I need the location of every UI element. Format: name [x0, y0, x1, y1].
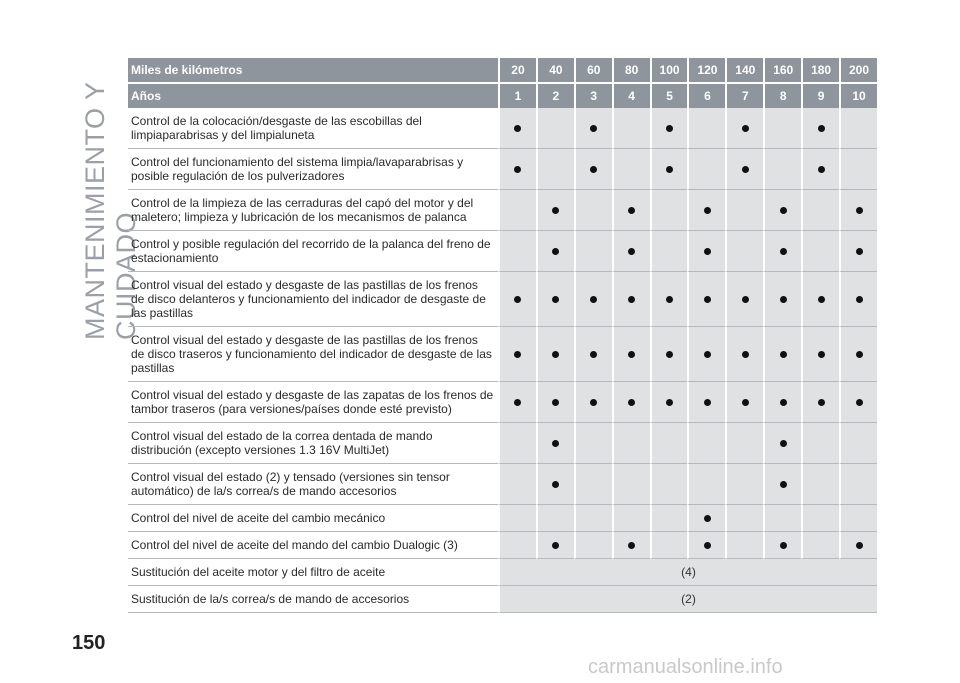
interval-cell	[801, 532, 839, 559]
check-dot-icon	[780, 440, 787, 447]
interval-cell	[839, 532, 877, 559]
interval-cell	[574, 382, 612, 423]
interval-cell	[612, 149, 650, 190]
interval-cell	[536, 532, 574, 559]
row-description: Control visual del estado (2) y tensado (versiones sin tensor automático) de la/s correa/s de mando accesorios	[128, 464, 498, 505]
check-dot-icon	[628, 296, 635, 303]
check-dot-icon	[628, 351, 635, 358]
interval-cell	[498, 149, 536, 190]
interval-cell	[763, 231, 801, 272]
interval-cell	[725, 272, 763, 327]
interval-note: (2)	[498, 586, 877, 613]
interval-cell	[839, 149, 877, 190]
interval-cell	[650, 108, 688, 149]
interval-cell	[763, 327, 801, 382]
interval-cell	[498, 108, 536, 149]
interval-cell	[763, 190, 801, 231]
interval-note: (4)	[498, 559, 877, 586]
row-description: Control visual del estado y desgaste de las pastillas de los frenos de disco delanteros y funcionamiento del indicador de desgaste de las pastillas	[128, 272, 498, 327]
interval-cell	[687, 272, 725, 327]
interval-cell	[687, 327, 725, 382]
table-row	[128, 327, 877, 382]
interval-cell	[574, 532, 612, 559]
check-dot-icon	[780, 481, 787, 488]
interval-cell	[725, 108, 763, 149]
interval-cell	[498, 327, 536, 382]
interval-cell	[650, 532, 688, 559]
interval-cell	[536, 505, 574, 532]
check-dot-icon	[552, 351, 559, 358]
interval-cell	[536, 149, 574, 190]
interval-cell	[536, 190, 574, 231]
header-year-value: 2	[536, 84, 574, 108]
check-dot-icon	[666, 296, 673, 303]
check-dot-icon	[590, 166, 597, 173]
header-km-value: 60	[574, 58, 612, 84]
row-description: Control visual del estado de la correa dentada de mando distribución (excepto versiones 1.3 16V MultiJet)	[128, 423, 498, 464]
interval-cell	[574, 423, 612, 464]
row-description: Control del nivel de aceite del mando del cambio Dualogic (3)	[128, 532, 498, 559]
check-dot-icon	[552, 542, 559, 549]
interval-cell	[498, 190, 536, 231]
interval-cell	[612, 532, 650, 559]
check-dot-icon	[590, 399, 597, 406]
check-dot-icon	[590, 351, 597, 358]
table-row	[128, 272, 877, 327]
page-number: 150	[72, 632, 106, 654]
interval-cell	[498, 505, 536, 532]
check-dot-icon	[742, 296, 749, 303]
interval-cell	[763, 149, 801, 190]
check-dot-icon	[590, 296, 597, 303]
interval-cell	[612, 423, 650, 464]
check-dot-icon	[818, 125, 825, 132]
check-dot-icon	[704, 296, 711, 303]
check-dot-icon	[552, 207, 559, 214]
interval-cell	[498, 532, 536, 559]
interval-cell	[498, 272, 536, 327]
interval-cell	[725, 423, 763, 464]
check-dot-icon	[704, 542, 711, 549]
check-dot-icon	[704, 351, 711, 358]
check-dot-icon	[742, 166, 749, 173]
header-km-value: 160	[763, 58, 801, 84]
interval-cell	[536, 423, 574, 464]
check-dot-icon	[704, 248, 711, 255]
header-year-value: 8	[763, 84, 801, 108]
interval-cell	[801, 464, 839, 505]
interval-cell	[763, 505, 801, 532]
interval-cell	[763, 464, 801, 505]
interval-cell	[687, 108, 725, 149]
header-year-value: 1	[498, 84, 536, 108]
check-dot-icon	[628, 207, 635, 214]
interval-cell	[801, 272, 839, 327]
interval-cell	[763, 272, 801, 327]
check-dot-icon	[666, 399, 673, 406]
interval-cell	[612, 272, 650, 327]
check-dot-icon	[704, 207, 711, 214]
interval-cell	[687, 532, 725, 559]
interval-cell	[687, 231, 725, 272]
interval-cell	[839, 505, 877, 532]
watermark: carmanualsonline.info	[588, 656, 783, 678]
check-dot-icon	[780, 542, 787, 549]
interval-cell	[574, 149, 612, 190]
table-row	[128, 532, 877, 559]
table-row	[128, 108, 877, 149]
interval-cell	[801, 505, 839, 532]
interval-cell	[801, 327, 839, 382]
check-dot-icon	[704, 399, 711, 406]
interval-cell	[687, 382, 725, 423]
check-dot-icon	[856, 248, 863, 255]
interval-cell	[801, 149, 839, 190]
row-description: Sustitución del aceite motor y del filtro de aceite	[128, 559, 498, 586]
check-dot-icon	[856, 542, 863, 549]
interval-cell	[536, 108, 574, 149]
interval-cell	[536, 464, 574, 505]
interval-cell	[612, 231, 650, 272]
interval-cell	[574, 327, 612, 382]
interval-cell	[612, 382, 650, 423]
interval-cell	[687, 190, 725, 231]
check-dot-icon	[552, 248, 559, 255]
check-dot-icon	[856, 399, 863, 406]
interval-cell	[801, 108, 839, 149]
check-dot-icon	[628, 248, 635, 255]
check-dot-icon	[552, 399, 559, 406]
table-row	[128, 231, 877, 272]
interval-cell	[574, 505, 612, 532]
interval-cell	[498, 464, 536, 505]
check-dot-icon	[514, 166, 521, 173]
interval-cell	[650, 505, 688, 532]
interval-cell	[801, 423, 839, 464]
header-years-label: Años	[128, 84, 498, 108]
interval-cell	[687, 423, 725, 464]
table-row	[128, 382, 877, 423]
row-description: Control de la colocación/desgaste de las escobillas del limpiaparabrisas y del limpialuneta	[128, 108, 498, 149]
row-description: Control visual del estado y desgaste de las zapatas de los frenos de tambor traseros (para versiones/países donde esté previsto)	[128, 382, 498, 423]
interval-cell	[498, 382, 536, 423]
interval-cell	[839, 272, 877, 327]
interval-cell	[650, 464, 688, 505]
check-dot-icon	[780, 399, 787, 406]
interval-cell	[574, 231, 612, 272]
interval-cell	[725, 190, 763, 231]
interval-cell	[612, 108, 650, 149]
table-row	[128, 505, 877, 532]
interval-cell	[536, 327, 574, 382]
interval-cell	[650, 327, 688, 382]
check-dot-icon	[856, 207, 863, 214]
header-km-value: 120	[687, 58, 725, 84]
table-row	[128, 464, 877, 505]
check-dot-icon	[818, 399, 825, 406]
check-dot-icon	[818, 351, 825, 358]
check-dot-icon	[704, 515, 711, 522]
header-year-value: 9	[801, 84, 839, 108]
header-year-value: 3	[574, 84, 612, 108]
interval-cell	[801, 190, 839, 231]
check-dot-icon	[780, 248, 787, 255]
interval-cell	[536, 231, 574, 272]
table-row	[128, 559, 877, 586]
interval-cell	[650, 382, 688, 423]
interval-cell	[498, 423, 536, 464]
interval-cell	[687, 149, 725, 190]
interval-cell	[612, 190, 650, 231]
interval-cell	[574, 272, 612, 327]
header-year-value: 7	[725, 84, 763, 108]
interval-cell	[612, 505, 650, 532]
check-dot-icon	[514, 399, 521, 406]
interval-cell	[650, 272, 688, 327]
section-title: MANTENIMIENTO Y CUIDADO	[80, 81, 141, 340]
interval-cell	[725, 327, 763, 382]
check-dot-icon	[666, 351, 673, 358]
interval-cell	[725, 231, 763, 272]
interval-cell	[574, 464, 612, 505]
check-dot-icon	[856, 351, 863, 358]
header-year-value: 10	[839, 84, 877, 108]
interval-cell	[725, 149, 763, 190]
interval-cell	[650, 149, 688, 190]
header-km-value: 140	[725, 58, 763, 84]
interval-cell	[839, 327, 877, 382]
interval-cell	[839, 108, 877, 149]
interval-cell	[763, 532, 801, 559]
interval-cell	[725, 464, 763, 505]
check-dot-icon	[552, 440, 559, 447]
header-year-value: 4	[612, 84, 650, 108]
interval-cell	[612, 464, 650, 505]
interval-cell	[763, 108, 801, 149]
header-year-value: 6	[687, 84, 725, 108]
interval-cell	[650, 423, 688, 464]
check-dot-icon	[666, 125, 673, 132]
check-dot-icon	[818, 296, 825, 303]
interval-cell	[498, 231, 536, 272]
header-km-label: Miles de kilómetros	[128, 58, 498, 84]
header-km-value: 80	[612, 58, 650, 84]
interval-cell	[839, 423, 877, 464]
check-dot-icon	[628, 542, 635, 549]
interval-cell	[536, 382, 574, 423]
row-description: Sustitución de la/s correa/s de mando de accesorios	[128, 586, 498, 613]
interval-cell	[763, 423, 801, 464]
interval-cell	[763, 382, 801, 423]
interval-cell	[536, 272, 574, 327]
maintenance-table	[128, 58, 877, 613]
check-dot-icon	[780, 207, 787, 214]
interval-cell	[574, 108, 612, 149]
header-km-value: 200	[839, 58, 877, 84]
interval-cell	[650, 190, 688, 231]
row-description: Control y posible regulación del recorrido de la palanca del freno de estacionamiento	[128, 231, 498, 272]
check-dot-icon	[856, 296, 863, 303]
row-description: Control visual del estado y desgaste de las pastillas de los frenos de disco traseros y funcionamiento del indicador de desgaste de las pastillas	[128, 327, 498, 382]
interval-cell	[612, 327, 650, 382]
check-dot-icon	[552, 296, 559, 303]
check-dot-icon	[818, 166, 825, 173]
header-km-row	[128, 58, 877, 84]
check-dot-icon	[666, 166, 673, 173]
row-description: Control del funcionamiento del sistema limpia/lavaparabrisas y posible regulación de los pulverizadores	[128, 149, 498, 190]
check-dot-icon	[780, 351, 787, 358]
interval-cell	[687, 505, 725, 532]
table-row	[128, 423, 877, 464]
check-dot-icon	[514, 296, 521, 303]
interval-cell	[839, 464, 877, 505]
interval-cell	[839, 382, 877, 423]
check-dot-icon	[742, 351, 749, 358]
header-km-value: 40	[536, 58, 574, 84]
check-dot-icon	[628, 399, 635, 406]
check-dot-icon	[514, 125, 521, 132]
table-row	[128, 190, 877, 231]
header-year-value: 5	[650, 84, 688, 108]
interval-cell	[839, 190, 877, 231]
table-body	[128, 108, 877, 613]
check-dot-icon	[590, 125, 597, 132]
header-years-row	[128, 84, 877, 108]
check-dot-icon	[742, 125, 749, 132]
table-row	[128, 586, 877, 613]
check-dot-icon	[514, 351, 521, 358]
interval-cell	[650, 231, 688, 272]
check-dot-icon	[742, 399, 749, 406]
interval-cell	[801, 231, 839, 272]
row-description: Control de la limpieza de las cerraduras del capó del motor y del maletero; limpieza y lubricación de los mecanismos de palanca	[128, 190, 498, 231]
table-row	[128, 149, 877, 190]
interval-cell	[725, 532, 763, 559]
check-dot-icon	[552, 481, 559, 488]
check-dot-icon	[780, 296, 787, 303]
interval-cell	[839, 231, 877, 272]
interval-cell	[574, 190, 612, 231]
header-km-value: 100	[650, 58, 688, 84]
interval-cell	[725, 505, 763, 532]
header-km-value: 20	[498, 58, 536, 84]
interval-cell	[801, 382, 839, 423]
interval-cell	[725, 382, 763, 423]
row-description: Control del nivel de aceite del cambio mecánico	[128, 505, 498, 532]
interval-cell	[687, 464, 725, 505]
header-km-value: 180	[801, 58, 839, 84]
